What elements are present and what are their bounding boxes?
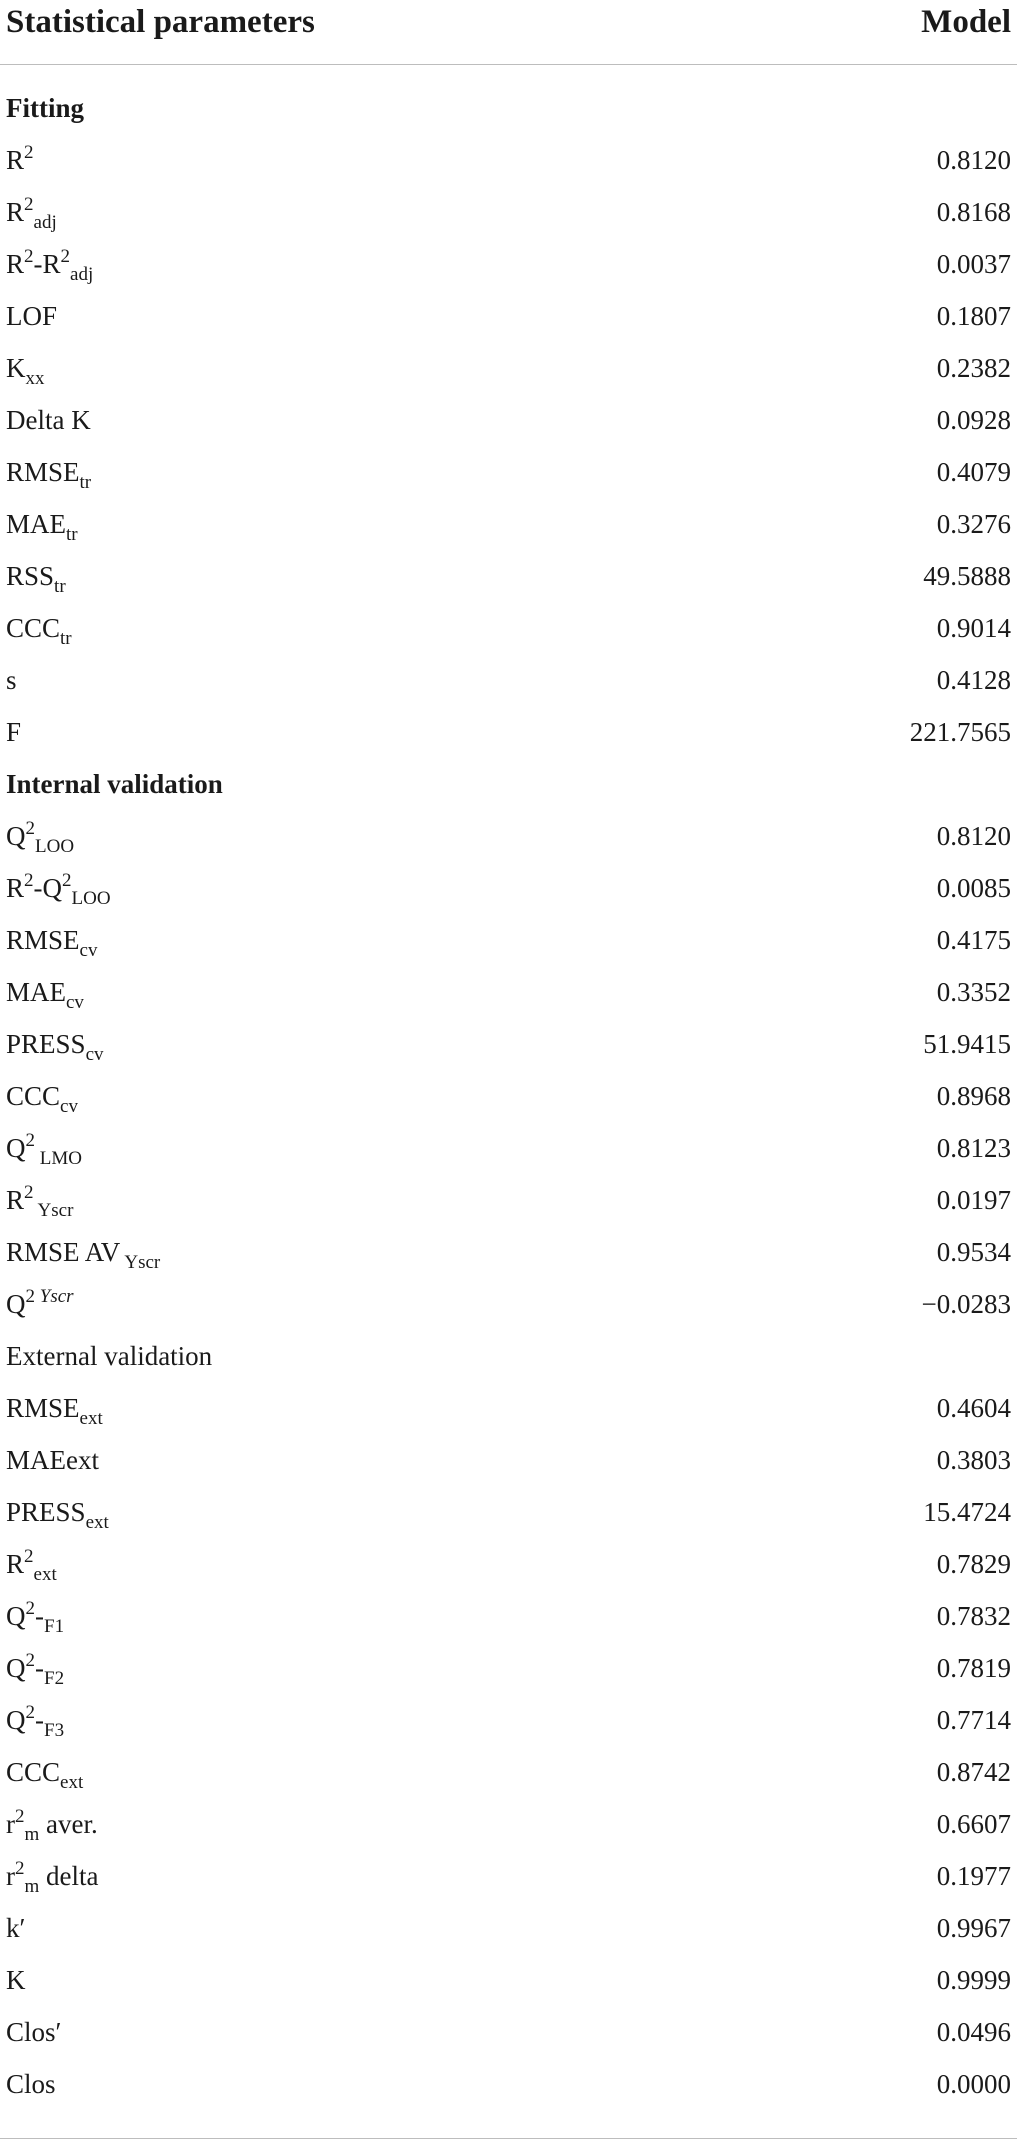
parameter-superscript: Yscr: [35, 1286, 74, 1307]
parameter-subscript: F1: [44, 1616, 65, 1637]
parameter-label: [6, 1382, 103, 1434]
parameter-subscript: tr: [60, 628, 72, 649]
table-row: [0, 550, 1017, 602]
model-value: 0.7829: [936, 1549, 1011, 1579]
parameter-base: -: [35, 1601, 44, 1631]
parameter-base: delta: [39, 1861, 99, 1891]
parameter-label: [6, 550, 66, 602]
table-row: [0, 1174, 1017, 1226]
parameter-base: -: [35, 1705, 44, 1735]
parameter-base: Delta K: [6, 405, 91, 435]
parameter-superscript: 2: [24, 1546, 34, 1567]
parameter-label: [6, 186, 57, 238]
table-row: [0, 2058, 1017, 2110]
table-row: [0, 1642, 1017, 1694]
model-value: 0.9534: [936, 1237, 1011, 1267]
bottom-rule: [0, 2138, 1017, 2139]
parameter-label: [6, 394, 91, 446]
parameter-label: [6, 706, 21, 758]
parameter-label: [6, 2006, 61, 2058]
parameter-label: [6, 1278, 74, 1330]
parameter-label: [6, 1954, 26, 2006]
model-value: 0.8123: [936, 1133, 1011, 1163]
parameter-label: [6, 1746, 83, 1798]
parameter-label: [6, 1694, 64, 1746]
parameter-label: [6, 1018, 104, 1070]
table-row: [0, 134, 1017, 186]
parameter-label: [6, 446, 91, 498]
model-value: 0.0037: [936, 249, 1011, 279]
parameter-base: R: [6, 145, 25, 175]
parameter-base: Clos′: [6, 2017, 62, 2047]
model-value: −0.0283: [921, 1289, 1011, 1319]
parameter-base: MAE: [6, 977, 66, 1007]
parameter-base: RMSE: [6, 925, 80, 955]
parameter-subscript: cv: [79, 940, 98, 961]
parameter-base: s: [6, 665, 17, 695]
parameter-superscript: 2: [15, 1858, 25, 1879]
parameter-subscript: ext: [33, 1564, 57, 1585]
model-value: 0.1807: [936, 301, 1011, 331]
table-row: [0, 1382, 1017, 1434]
parameter-superscript: 2: [25, 1650, 35, 1671]
parameter-superscript: 2: [25, 1702, 35, 1723]
parameter-superscript: 2: [25, 1286, 35, 1307]
model-value: 0.8968: [936, 1081, 1011, 1111]
model-value: 0.7819: [936, 1653, 1011, 1683]
parameter-label: [6, 1798, 98, 1850]
table-row: [0, 654, 1017, 706]
parameter-label: [6, 862, 111, 914]
table-row: [0, 186, 1017, 238]
parameter-base: R: [6, 1185, 25, 1215]
parameter-subscript: LMO: [35, 1148, 82, 1169]
parameter-superscript: 2: [25, 1598, 35, 1619]
parameter-label: [6, 1122, 82, 1174]
table-row: [0, 1590, 1017, 1642]
model-value: 0.6607: [936, 1809, 1011, 1839]
model-value: 15.4724: [923, 1497, 1011, 1527]
parameter-base: F: [6, 717, 22, 747]
table-row: [0, 1486, 1017, 1538]
table-row: [0, 498, 1017, 550]
model-value: 0.7714: [936, 1705, 1011, 1735]
parameter-base: RMSE: [6, 457, 80, 487]
model-value: 0.8742: [936, 1757, 1011, 1787]
table-row: [0, 2006, 1017, 2058]
section-header-row: [0, 1330, 1017, 1382]
model-value: 0.0197: [936, 1185, 1011, 1215]
table-row: [0, 1122, 1017, 1174]
model-value: 0.4079: [936, 457, 1011, 487]
table-row: [0, 1798, 1017, 1850]
parameter-base: Q: [6, 1601, 26, 1631]
table-row: [0, 1694, 1017, 1746]
parameter-base: RMSE AV: [6, 1237, 121, 1267]
model-value: 0.7832: [936, 1601, 1011, 1631]
parameter-label: [6, 1538, 57, 1590]
table-row: [0, 1538, 1017, 1590]
parameter-subscript: adj: [70, 264, 94, 285]
parameter-label: [6, 1850, 99, 1902]
model-value: 0.0085: [936, 873, 1011, 903]
parameter-base: aver.: [39, 1809, 98, 1839]
table-row: [0, 1434, 1017, 1486]
header-rule: [0, 64, 1017, 65]
parameter-base: r: [6, 1861, 15, 1891]
model-value: 0.0496: [936, 2017, 1011, 2047]
table-row: [0, 966, 1017, 1018]
parameter-subscript: tr: [54, 576, 66, 597]
parameter-subscript: tr: [79, 472, 92, 493]
parameter-base: Q: [6, 1653, 26, 1683]
parameter-subscript: tr: [66, 524, 78, 545]
parameter-base: Clos: [6, 2069, 56, 2099]
parameter-base: -Q: [33, 873, 63, 903]
parameter-base: R: [6, 249, 25, 279]
parameter-label: Fitting: [6, 93, 84, 123]
table-row: [0, 1226, 1017, 1278]
parameter-superscript: 2: [15, 1806, 25, 1827]
parameter-base: -R: [33, 249, 61, 279]
parameter-base: RMSE: [6, 1393, 80, 1423]
model-value: 0.9967: [936, 1913, 1011, 1943]
model-value: 0.4175: [936, 925, 1011, 955]
parameter-label: [6, 1174, 73, 1226]
parameter-subscript: m: [24, 1876, 40, 1897]
parameter-base: R: [6, 197, 25, 227]
parameter-superscript: 2: [24, 870, 34, 891]
parameter-subscript: ext: [79, 1408, 103, 1429]
model-value: 221.7565: [909, 717, 1011, 747]
parameter-base: Q: [6, 821, 26, 851]
parameter-label: [6, 1486, 109, 1538]
model-value: 0.9999: [936, 1965, 1011, 1995]
table-row: [0, 810, 1017, 862]
parameter-superscript: 2: [25, 818, 35, 839]
parameter-label: External validation: [6, 1341, 213, 1371]
parameter-subscript: LOO: [71, 888, 111, 909]
parameter-base: Q: [6, 1705, 26, 1735]
parameter-base: PRESS: [6, 1029, 86, 1059]
table-header: [0, 0, 1017, 64]
table-row: [0, 1902, 1017, 1954]
model-value: 49.5888: [923, 561, 1011, 591]
parameter-base: Q: [6, 1289, 26, 1319]
parameter-label: [6, 1226, 160, 1278]
model-value: 0.4128: [936, 665, 1011, 695]
parameter-label: [6, 654, 17, 706]
column-header-model: Model: [921, 4, 1011, 40]
parameter-superscript: 2: [25, 1130, 35, 1151]
parameter-label: [6, 914, 97, 966]
model-value: 0.2382: [936, 353, 1011, 383]
model-value: 0.4604: [936, 1393, 1011, 1423]
table-row: [0, 1018, 1017, 1070]
parameter-label: [6, 238, 93, 290]
parameter-label: [6, 342, 45, 394]
parameter-subscript: LOO: [35, 836, 75, 857]
table-row: [0, 1278, 1017, 1330]
table-row: [0, 602, 1017, 654]
parameter-subscript: ext: [85, 1512, 109, 1533]
column-header-parameters: Statistical parameters: [6, 4, 315, 40]
table-row: [0, 1850, 1017, 1902]
model-value: 0.3352: [936, 977, 1011, 1007]
model-value: 0.8120: [936, 145, 1011, 175]
parameter-base: -: [35, 1653, 44, 1683]
parameter-label: [6, 2058, 56, 2110]
parameter-base: k′: [6, 1913, 26, 1943]
parameter-superscript: 2: [60, 246, 71, 267]
model-value: 0.9014: [936, 613, 1011, 643]
parameter-label: [6, 1902, 25, 1954]
parameter-base: MAEext: [6, 1445, 99, 1475]
table-row: [0, 290, 1017, 342]
parameter-subscript: Yscr: [120, 1252, 161, 1273]
model-value: 0.8120: [936, 821, 1011, 851]
parameter-base: r: [6, 1809, 15, 1839]
parameter-label: [6, 290, 57, 342]
table-body: [0, 82, 1017, 2110]
table-row: [0, 1746, 1017, 1798]
model-value: 0.0000: [936, 2069, 1011, 2099]
parameter-subscript: F3: [44, 1720, 65, 1741]
parameter-subscript: F2: [44, 1668, 65, 1689]
parameter-subscript: ext: [60, 1772, 84, 1793]
parameter-superscript: 2: [24, 142, 34, 163]
parameter-superscript: 2: [62, 870, 72, 891]
parameter-base: CCC: [6, 1081, 61, 1111]
table-row: [0, 706, 1017, 758]
parameter-subscript: cv: [85, 1044, 104, 1065]
parameter-subscript: xx: [25, 368, 45, 389]
model-value: 0.8168: [936, 197, 1011, 227]
parameter-base: R: [6, 873, 25, 903]
parameter-label: [6, 602, 72, 654]
parameter-subscript: cv: [60, 1096, 78, 1117]
parameter-superscript: 2: [24, 194, 34, 215]
parameter-label: [6, 134, 34, 186]
parameter-base: K: [6, 1965, 26, 1995]
parameter-label: [6, 1434, 99, 1486]
parameter-label: Internal validation: [6, 769, 223, 799]
table-row: [0, 1070, 1017, 1122]
model-value: 0.0928: [936, 405, 1011, 435]
parameter-subscript: m: [24, 1824, 40, 1845]
parameter-label: [6, 498, 78, 550]
parameter-label: [6, 1590, 64, 1642]
section-header-row: [0, 758, 1017, 810]
parameter-label: [6, 966, 84, 1018]
table-row: [0, 446, 1017, 498]
section-header-row: [0, 82, 1017, 134]
parameter-base: K: [6, 353, 26, 383]
parameter-base: RSS: [6, 561, 55, 591]
model-value: 0.3276: [936, 509, 1011, 539]
parameter-base: PRESS: [6, 1497, 86, 1527]
table-row: [0, 1954, 1017, 2006]
parameter-label: [6, 1070, 78, 1122]
parameter-subscript: adj: [33, 212, 57, 233]
parameter-superscript: 2: [24, 1182, 34, 1203]
parameter-label: [6, 810, 74, 862]
model-value: 0.1977: [936, 1861, 1011, 1891]
parameter-base: MAE: [6, 509, 66, 539]
parameter-base: CCC: [6, 613, 61, 643]
table-row: [0, 394, 1017, 446]
model-value: 0.3803: [936, 1445, 1011, 1475]
parameter-subscript: cv: [66, 992, 84, 1013]
parameter-base: LOF: [6, 301, 58, 331]
table-row: [0, 862, 1017, 914]
parameter-subscript: Yscr: [33, 1200, 74, 1221]
parameter-base: CCC: [6, 1757, 61, 1787]
table-row: [0, 342, 1017, 394]
model-value: 51.9415: [923, 1029, 1011, 1059]
table-row: [0, 914, 1017, 966]
parameter-base: Q: [6, 1133, 26, 1163]
parameter-superscript: 2: [24, 246, 34, 267]
parameter-label: [6, 1642, 64, 1694]
table-row: [0, 238, 1017, 290]
parameter-base: R: [6, 1549, 25, 1579]
